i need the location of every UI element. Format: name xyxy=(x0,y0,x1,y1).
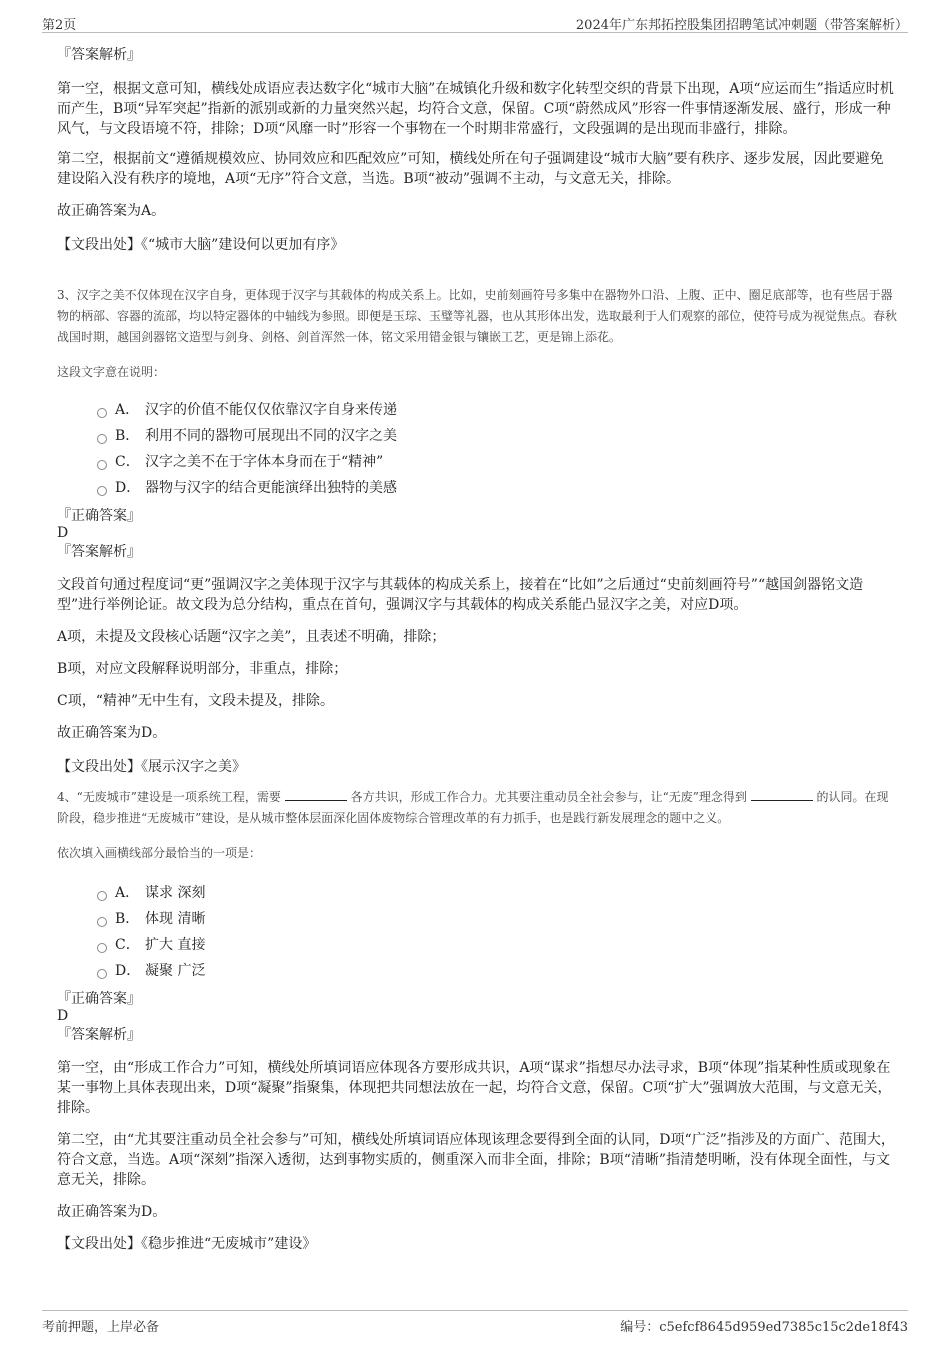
document-id: 编号：c5efcf8645d959ed7385c15c2de18f43 xyxy=(620,1320,908,1335)
source-citation: 【文段出处】《稳步推进“无废城市”建设》 xyxy=(57,1236,317,1252)
option-letter: D． xyxy=(115,963,141,979)
explain-label: 『答案解析』 xyxy=(57,47,141,63)
option-d[interactable] xyxy=(57,477,897,503)
radio-icon[interactable] xyxy=(97,434,107,444)
option-letter: C． xyxy=(115,937,140,953)
option-c[interactable] xyxy=(57,451,897,477)
option-letter: C． xyxy=(115,454,140,470)
option-text: 汉字的价值不能仅仅依靠汉字自身来传递 xyxy=(145,402,397,418)
page-number: 第2页 xyxy=(42,18,77,33)
radio-icon[interactable] xyxy=(97,408,107,418)
option-list xyxy=(57,399,897,503)
option-text: 器物与汉字的结合更能演绎出独特的美感 xyxy=(145,480,397,496)
question-stem xyxy=(57,787,897,829)
explain-paragraph: 第二空，根据前文“遵循规模效应、协同效应和匹配效应”可知，横线处所在句子强调建设“城市大脑”要有秩序、逐步发展，因此要避免建设陷入没有秩序的境地，A项“无序”符合文意，当选。B项“被动”强调不主动，与文意无关，排除。 xyxy=(57,151,884,187)
explain-paragraph: A项，未提及文段核心话题“汉字之美”，且表述不明确，排除； xyxy=(57,629,446,645)
explain-paragraph: 第二空，由“尤其要注重动员全社会参与”可知，横线处所填词语应体现该理念要得到全面的认同，D项“广泛”指涉及的方面广、范围大，符合文意，当选。A项“深刻”指深入透彻，达到事物实质的，侧重深入而非全面，排除；B项“清晰”指清楚明晰，没有体现全面性，与文意无关，排除。 xyxy=(57,1132,895,1188)
radio-icon[interactable] xyxy=(97,486,107,496)
explain-label: 『答案解析』 xyxy=(57,544,141,560)
option-a[interactable] xyxy=(57,882,897,908)
answer-label: 『正确答案』 xyxy=(57,991,141,1007)
option-letter: A． xyxy=(115,402,140,418)
explain-paragraph: 第一空，由“形成工作合力”可知，横线处所填词语应体现各方要形成共识，A项“谋求”指想尽办法寻求，B项“体现”指某种性质或现象在某一事物上具体表现出来，D项“凝聚”指聚集，体现把共同想法放在一起，均符合文意，保留。C项“扩大”强调放大范围，与文意无关，排除。 xyxy=(57,1060,892,1116)
question-prompt: 依次填入画横线部分最恰当的一项是： xyxy=(57,846,262,860)
option-text: 利用不同的器物可展现出不同的汉字之美 xyxy=(145,428,397,444)
option-a[interactable] xyxy=(57,399,897,425)
explain-paragraph: 第一空，根据文意可知，横线处成语应表达数字化“城市大脑”在城镇化升级和数字化转型交织的背景下出现，A项“应运而生”指适应时机而产生，B项“异军突起”指新的派别或新的力量突然兴起，均符合文意，保留。C项“蔚然成风”形容一件事情逐渐发展、盛行，形成一种风气，与文段语境不符，排除；D项“风靡一时”形容一个事物在一个时期非常盛行，文段强调的是出现而非盛行，排除。 xyxy=(57,81,894,137)
option-letter: A． xyxy=(115,885,140,901)
source-citation: 【文段出处】《“城市大脑”建设何以更加有序》 xyxy=(57,237,345,253)
explain-paragraph: B项，对应文段解释说明部分，非重点，排除； xyxy=(57,661,348,677)
option-letter: B． xyxy=(115,428,140,444)
option-text: 体现 清晰 xyxy=(145,911,206,927)
option-text: 汉字之美不在于字体本身而在于“精神” xyxy=(145,454,384,470)
option-d[interactable] xyxy=(57,960,897,986)
page-footer xyxy=(42,1310,908,1333)
explain-paragraph: 文段首句通过程度词“更”强调汉字之美体现于汉字与其载体的构成关系上，接着在“比如”之后通过“史前刻画符号”“越国剑器铭文造型”进行举例论证。故文段为总分结构，重点在首句，强调汉字与其载体的构成关系能凸显汉字之美，对应D项。 xyxy=(57,577,864,613)
explain-label: 『答案解析』 xyxy=(57,1027,141,1043)
page-header xyxy=(42,12,908,33)
radio-icon[interactable] xyxy=(97,943,107,953)
radio-icon[interactable] xyxy=(97,460,107,470)
conclusion: 故正确答案为D。 xyxy=(57,1204,167,1220)
document-title: 2024年广东邦拓控股集团招聘笔试冲刺题（带答案解析） xyxy=(575,18,908,33)
radio-icon[interactable] xyxy=(97,891,107,901)
stem-part: 4、“无废城市”建设是一项系统工程，需要 xyxy=(57,790,281,804)
correct-answer: D xyxy=(57,525,69,541)
option-text: 凝聚 广泛 xyxy=(145,963,206,979)
conclusion: 故正确答案为A。 xyxy=(57,203,166,219)
source-citation: 【文段出处】《展示汉字之美》 xyxy=(57,759,246,775)
explain-paragraph: C项，“精神”无中生有，文段未提及，排除。 xyxy=(57,693,335,709)
option-b[interactable] xyxy=(57,908,897,934)
option-letter: D． xyxy=(115,480,141,496)
fill-blank xyxy=(285,788,347,801)
stem-part: 的认同。在现阶段，稳步推进“无废城市”建设，是从城市整体层面深化固体废物综合管理改革的有力抓手，也是践行新发展理念的题中之义。 xyxy=(57,790,889,825)
option-list xyxy=(57,882,897,986)
option-b[interactable] xyxy=(57,425,897,451)
question-stem: 3、汉字之美不仅体现在汉字自身，更体现于汉字与其载体的构成关系上。比如，史前刻画符号多集中在器物外口沿、上腹、正中、圈足底部等，也有些居于器物的柄部、容器的流部，均以特定器体的中轴线为参照。即便是玉琮、玉璧等礼器，也从其形体出发，选取最利于人们观察的部位，使符号成为视觉焦点。春秋战国时期，越国剑器铭文造型与剑身、剑格、剑首浑然一体，铭文采用错金银与镶嵌工艺，更是锦上添花。 xyxy=(57,288,898,344)
option-text: 扩大 直接 xyxy=(145,937,206,953)
option-text: 谋求 深刻 xyxy=(145,885,206,901)
question-prompt: 这段文字意在说明： xyxy=(57,365,166,379)
conclusion: 故正确答案为D。 xyxy=(57,725,167,741)
radio-icon[interactable] xyxy=(97,917,107,927)
option-c[interactable] xyxy=(57,934,897,960)
answer-label: 『正确答案』 xyxy=(57,508,141,524)
radio-icon[interactable] xyxy=(97,969,107,979)
fill-blank xyxy=(751,788,813,801)
option-letter: B． xyxy=(115,911,140,927)
stem-part: 各方共识，形成工作合力。尤其要注重动员全社会参与，让“无废”理念得到 xyxy=(350,790,747,804)
correct-answer: D xyxy=(57,1008,69,1024)
document-body xyxy=(57,46,897,1254)
footer-slogan: 考前押题，上岸必备 xyxy=(42,1320,160,1335)
